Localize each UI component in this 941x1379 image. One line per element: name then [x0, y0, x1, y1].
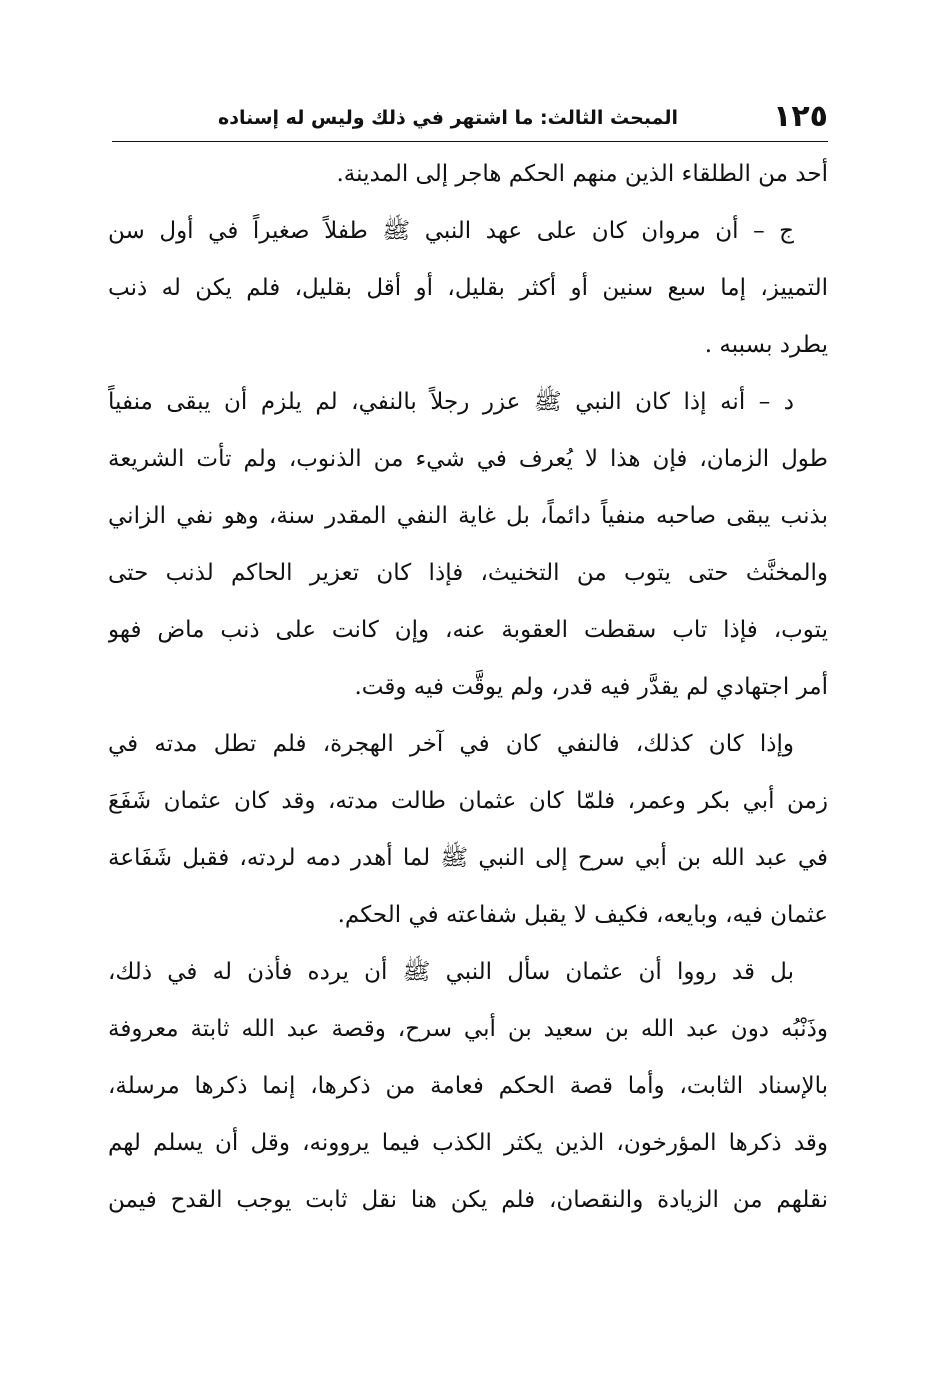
- text-line-12: زمن أبي بكر وعمر، فلمّا كان عثمان طالت مدته، وقد كان عثمان شَفَعَ: [108, 788, 828, 814]
- running-title: المبحث الثالث: ما اشتهر في ذلك وليس له إسناده: [218, 107, 678, 129]
- text-line-19: نقلهم من الزيادة والنقصان، فلم يكن هنا نقل ثابت يوجب القدح فيمن: [108, 1187, 828, 1213]
- text-line-10: أمر اجتهادي لم يقدَّر فيه قدر، ولم يوقَّت فيه وقت.: [354, 674, 828, 700]
- text-line-7: بذنب يبقى صاحبه منفياً دائماً، بل غاية النفي المقدر سنة، وهو نفي الزاني: [108, 503, 828, 529]
- text-line-11: وإذا كان كذلك، فالنفي كان في آخر الهجرة، فلم تطل مدته في: [108, 731, 794, 757]
- page-number: ١٢٥: [773, 99, 828, 134]
- text-line-4: يطرد بسببه .: [704, 332, 828, 358]
- text-line-14: عثمان فيه، وبايعه، فكيف لا يقبل شفاعته في الحكم.: [337, 902, 828, 928]
- text-line-15: بل قد رووا أن عثمان سأل النبي ﷺ أن يرده فأذن له في ذلك،: [108, 959, 794, 985]
- page-header: [108, 98, 828, 138]
- text-line-17: بالإسناد الثابت، وأما قصة الحكم فعامة من ذكرها، إنما ذكرها مرسلة،: [108, 1073, 828, 1099]
- text-line-6: طول الزمان، فإن هذا لا يُعرف في شيء من الذنوب، ولم تأت الشريعة: [108, 446, 828, 472]
- text-line-18: وقد ذكرها المؤرخون، الذين يكثر الكذب فيما يروونه، وقل أن يسلم لهم: [108, 1130, 828, 1156]
- body-text: [108, 146, 828, 1229]
- text-line-1: أحد من الطلقاء الذين منهم الحكم هاجر إلى المدينة.: [336, 161, 828, 187]
- text-line-13: في عبد الله بن أبي سرح إلى النبي ﷺ لما أهدر دمه لردته، فقبل شَفَاعة: [108, 845, 828, 871]
- text-line-9: يتوب، فإذا تاب سقطت العقوبة عنه، وإن كانت على ذنب ماض فهو: [108, 617, 828, 643]
- text-line-2: ج – أن مروان كان على عهد النبي ﷺ طفلاً صغيراً في أول سن: [108, 218, 794, 244]
- header-rule: [112, 141, 828, 142]
- text-line-16: وذَنْبُه دون عبد الله بن سعيد بن أبي سرح، وقصة عبد الله ثابتة معروفة: [108, 1016, 828, 1042]
- text-line-3: التمييز، إما سبع سنين أو أكثر بقليل، أو أقل بقليل، فلم يكن له ذنب: [108, 275, 828, 301]
- text-line-5: د – أنه إذا كان النبي ﷺ عزر رجلاً بالنفي، لم يلزم أن يبقى منفياً: [108, 389, 794, 415]
- text-line-8: والمخنَّث حتى يتوب من التخنيث، فإذا كان تعزير الحاكم لذنب حتى: [108, 560, 828, 586]
